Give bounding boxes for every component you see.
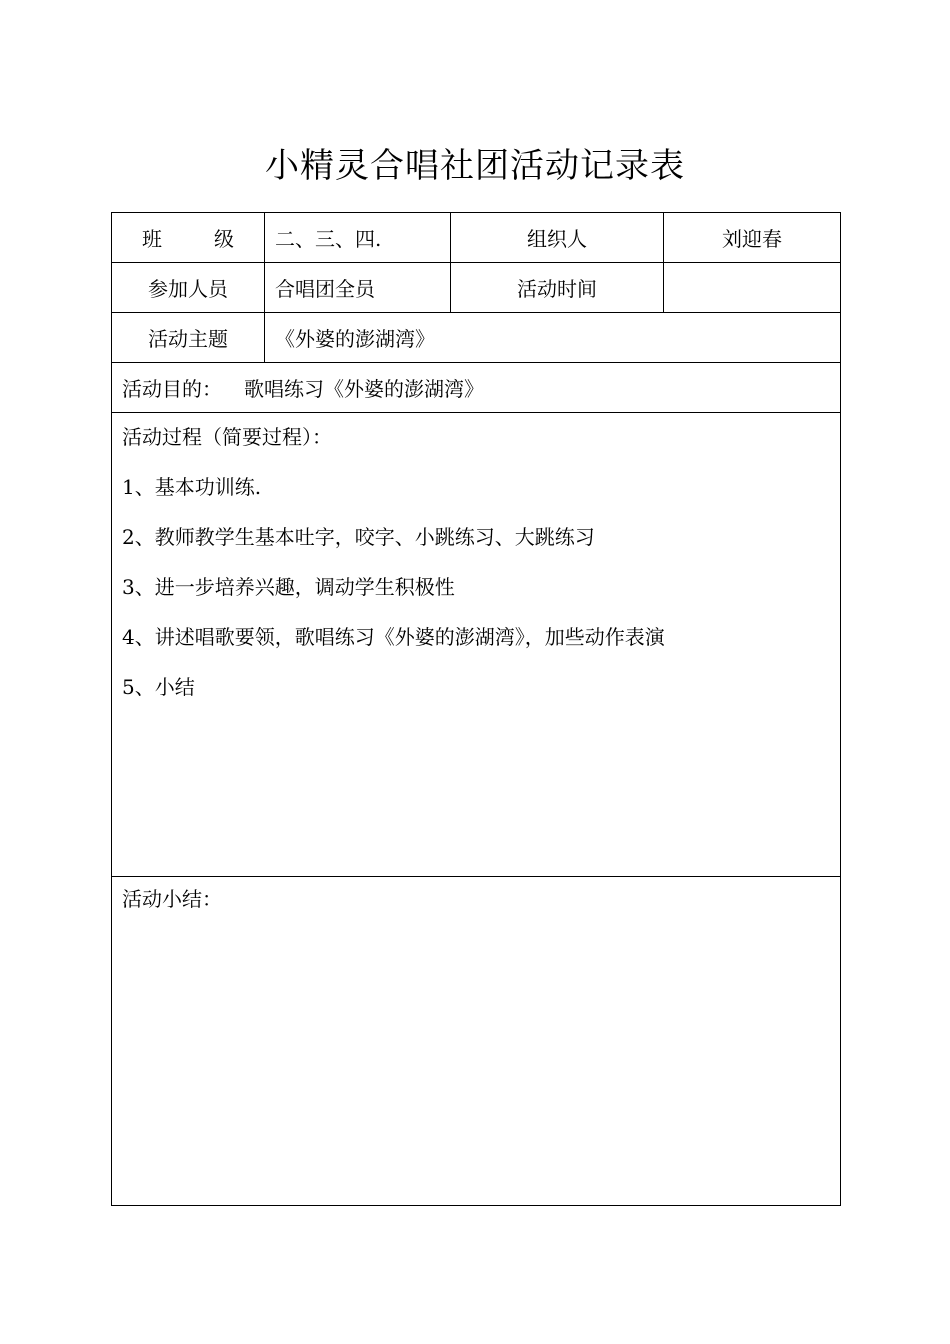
time-value bbox=[664, 263, 841, 313]
participants-value: 合唱团全员 bbox=[265, 263, 451, 313]
activity-record-table bbox=[111, 212, 841, 1206]
class-label bbox=[112, 213, 265, 263]
purpose-cell bbox=[112, 363, 841, 413]
table-row bbox=[112, 363, 841, 413]
theme-label: 活动主题 bbox=[112, 313, 265, 363]
organizer-label: 组织人 bbox=[451, 213, 664, 263]
table-row bbox=[112, 313, 841, 363]
table-row bbox=[112, 877, 841, 1206]
process-step: 1、基本功训练. bbox=[122, 475, 262, 499]
purpose-value: 歌唱练习《外婆的澎湖湾》 bbox=[244, 377, 484, 401]
process-step: 5、小结 bbox=[122, 675, 195, 699]
process-label: 活动过程（简要过程）： bbox=[122, 425, 332, 449]
summary-cell bbox=[112, 877, 841, 1206]
table-row bbox=[112, 213, 841, 263]
time-label: 活动时间 bbox=[451, 263, 664, 313]
class-label-second-char: 级 bbox=[214, 227, 234, 251]
class-label-first-char: 班 bbox=[142, 227, 162, 251]
class-value: 二、三、四. bbox=[265, 213, 451, 263]
theme-value: 《外婆的澎湖湾》 bbox=[265, 313, 841, 363]
process-cell bbox=[112, 413, 841, 877]
table-row bbox=[112, 413, 841, 877]
organizer-value: 刘迎春 bbox=[664, 213, 841, 263]
page-title: 小精灵合唱社团活动记录表 bbox=[265, 146, 685, 186]
process-step: 3、进一步培养兴趣，调动学生积极性 bbox=[122, 575, 455, 599]
process-step: 2、教师教学生基本吐字，咬字、小跳练习、大跳练习 bbox=[122, 525, 595, 549]
purpose-label: 活动目的： bbox=[122, 377, 222, 401]
table-row bbox=[112, 263, 841, 313]
participants-label: 参加人员 bbox=[112, 263, 265, 313]
process-step: 4、讲述唱歌要领，歌唱练习《外婆的澎湖湾》，加些动作表演 bbox=[122, 625, 665, 649]
summary-label: 活动小结： bbox=[122, 887, 222, 911]
